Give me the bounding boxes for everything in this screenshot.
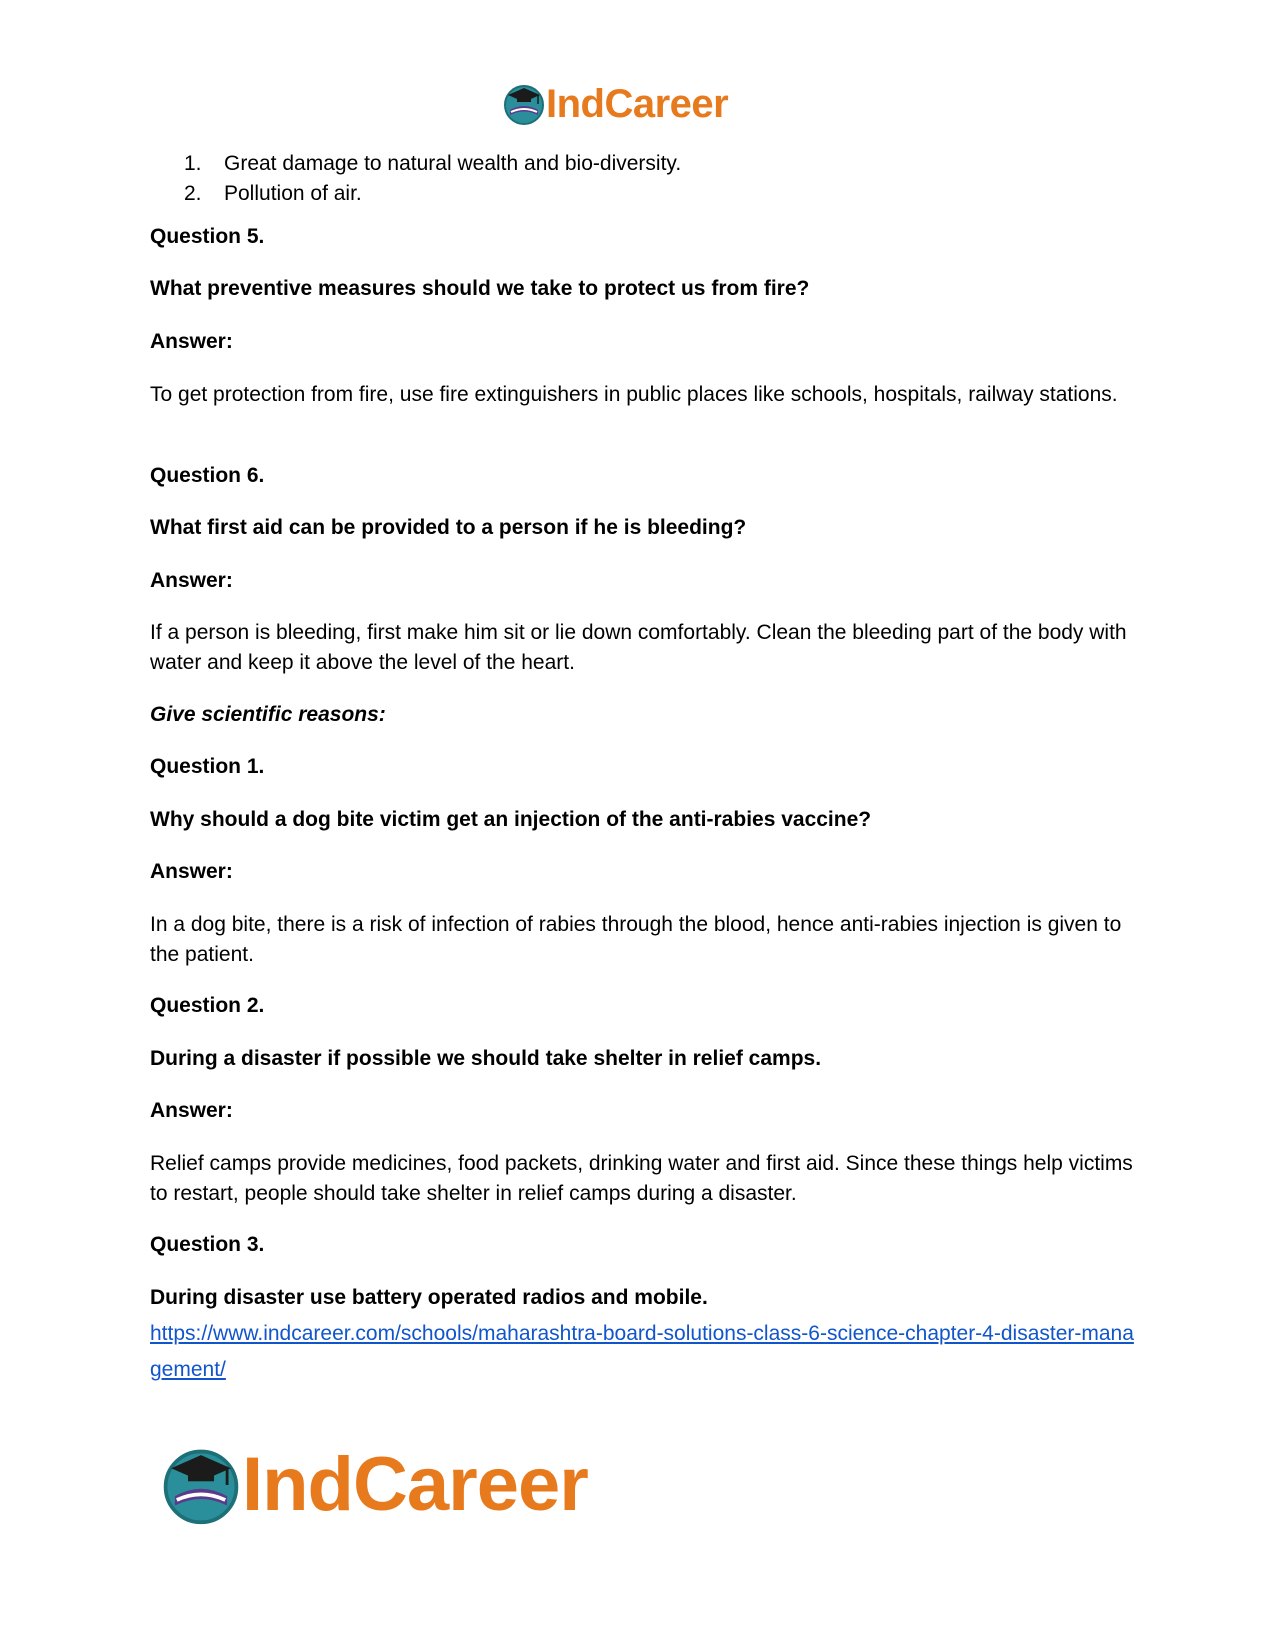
numbered-list bbox=[184, 149, 681, 209]
list-item-number: 2. bbox=[184, 182, 202, 205]
list-item bbox=[184, 179, 681, 209]
reason-question-2-text: During a disaster if possible we should take shelter in relief camps. bbox=[150, 1047, 822, 1070]
question-6-text: What first aid can be provided to a person if he is bleeding? bbox=[150, 516, 747, 539]
reason-question-3-label: Question 3. bbox=[150, 1233, 265, 1256]
question-5-label: Question 5. bbox=[150, 225, 265, 248]
header-logo-text: IndCareer bbox=[546, 82, 729, 126]
reason-question-2-answer-label: Answer: bbox=[150, 1099, 233, 1122]
reason-question-2-answer: Relief camps provide medicines, food packets, drinking water and first aid. Since these things help victims to restart, people should take shelter in relief camps during a disaster. bbox=[150, 1152, 1133, 1205]
reason-question-1-answer-label: Answer: bbox=[150, 860, 233, 883]
reason-question-1-answer: In a dog bite, there is a risk of infection of rabies through the blood, hence anti-rabies injection is given to the patient. bbox=[150, 913, 1122, 966]
reason-question-1-text: Why should a dog bite victim get an injection of the anti-rabies vaccine? bbox=[150, 808, 872, 831]
question-6-label: Question 6. bbox=[150, 464, 265, 487]
reason-question-2-label: Question 2. bbox=[150, 994, 265, 1017]
footer-logo-text: IndCareer bbox=[242, 1442, 588, 1527]
question-6-answer: If a person is bleeding, first make him sit or lie down comfortably. Clean the bleeding part of the body with water and keep it above the level of the heart. bbox=[150, 621, 1127, 674]
question-5-answer: To get protection from fire, use fire extinguishers in public places like schools, hospitals, railway stations. bbox=[150, 383, 1118, 406]
graduation-globe-icon bbox=[502, 82, 546, 126]
section-heading: Give scientific reasons: bbox=[150, 703, 386, 726]
reason-question-1-label: Question 1. bbox=[150, 755, 265, 778]
graduation-globe-icon bbox=[160, 1444, 242, 1526]
question-5-answer-label: Answer: bbox=[150, 330, 233, 353]
source-link[interactable]: https://www.indcareer.com/schools/maharashtra-board-solutions-class-6-science-chapter-4-disaster-management/ bbox=[150, 1322, 1134, 1381]
list-item-number: 1. bbox=[184, 152, 202, 175]
list-item-text: Great damage to natural wealth and bio-diversity. bbox=[224, 152, 682, 175]
footer-logo bbox=[160, 1440, 588, 1530]
header-logo bbox=[502, 80, 728, 128]
reason-question-3-text: During disaster use battery operated radios and mobile. bbox=[150, 1286, 708, 1309]
list-item-text: Pollution of air. bbox=[224, 182, 362, 205]
question-5-text: What preventive measures should we take to protect us from fire? bbox=[150, 277, 810, 300]
question-6-answer-label: Answer: bbox=[150, 569, 233, 592]
list-item bbox=[184, 149, 681, 179]
